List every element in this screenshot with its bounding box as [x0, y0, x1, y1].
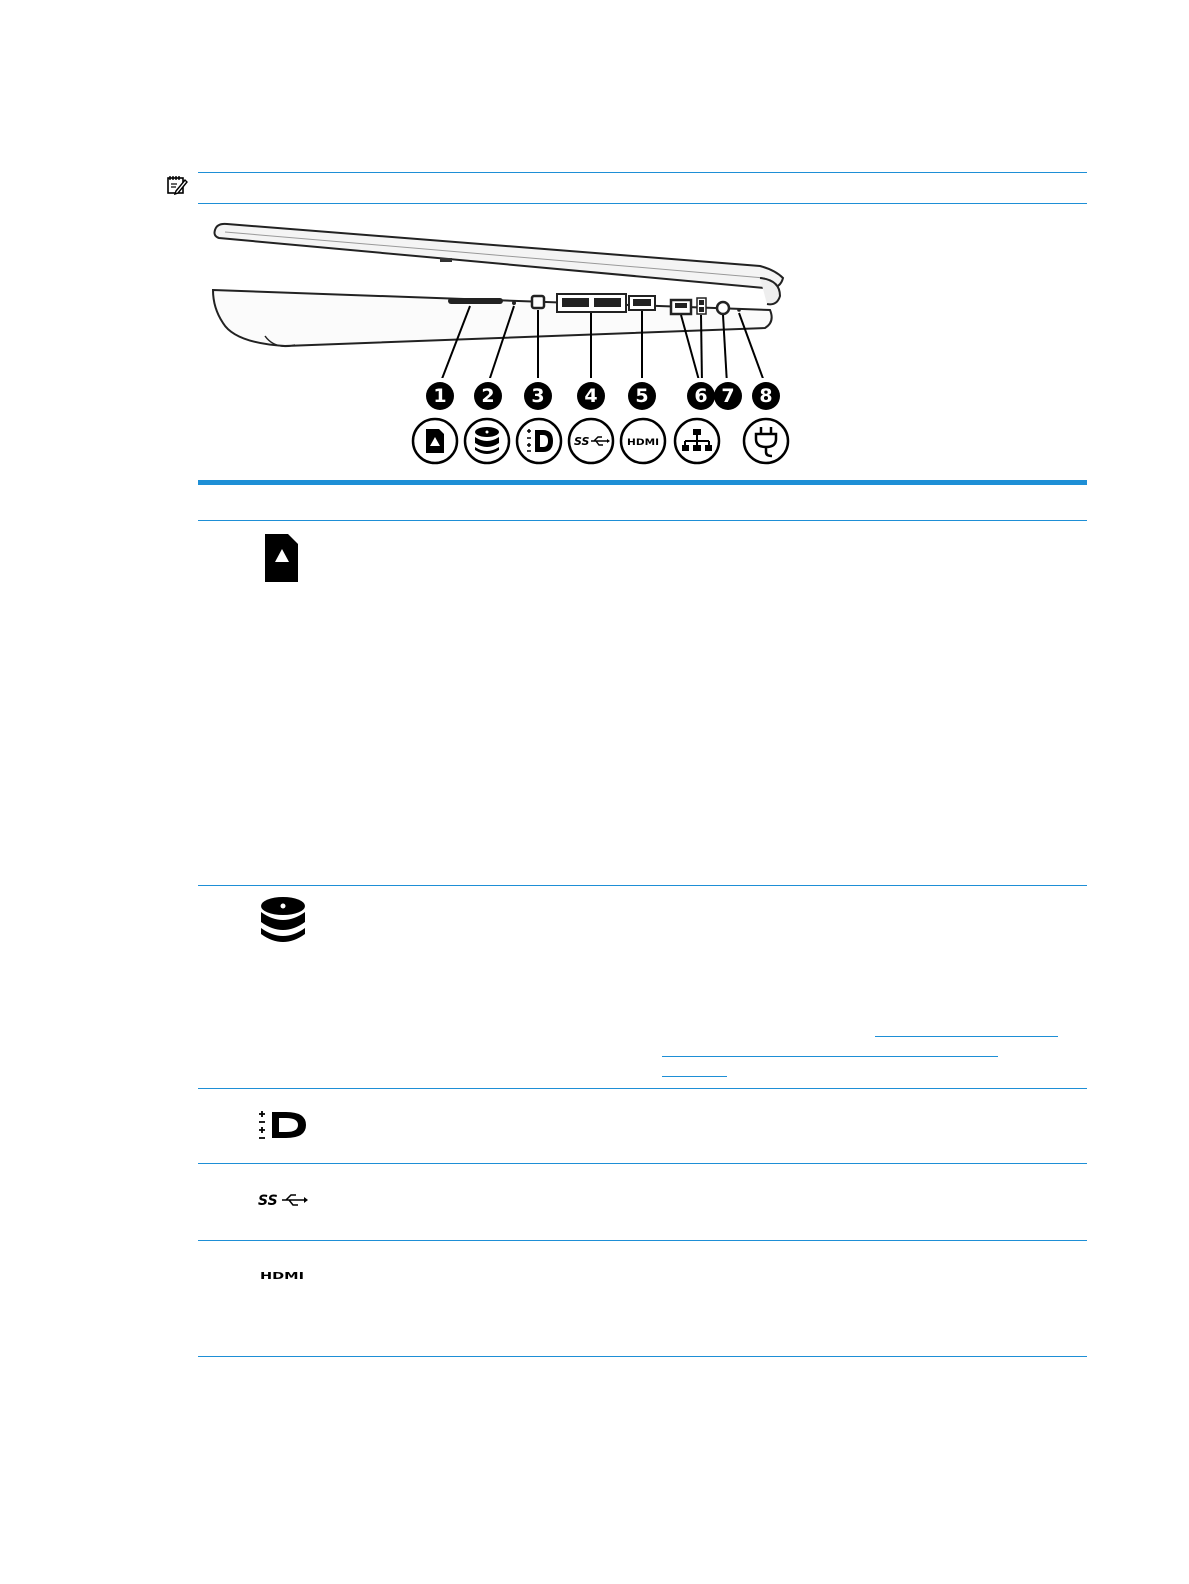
hdmi-icon	[619, 417, 667, 465]
usb-superspeed-icon	[258, 1193, 318, 1214]
table-row	[258, 896, 308, 946]
table-header-rule	[198, 480, 1087, 485]
drive-light-icon	[463, 417, 511, 465]
table-header-bottom-rule	[198, 520, 1087, 521]
svg-text:SS: SS	[574, 435, 590, 448]
table-row	[258, 1110, 310, 1140]
callout-2: 2	[474, 382, 502, 410]
table-row	[258, 1268, 308, 1282]
laptop-side-illustration	[205, 218, 795, 378]
row-4-rule	[198, 1240, 1087, 1241]
hdmi-label: HDMI	[260, 1271, 304, 1282]
row-3-rule	[198, 1163, 1087, 1164]
memory-card-icon	[411, 417, 459, 465]
usb-superspeed-icon	[567, 417, 615, 465]
memory-card-icon	[258, 571, 308, 588]
displayport-icon	[258, 1127, 310, 1144]
note-icon	[166, 174, 188, 196]
drive-light-icon	[258, 933, 308, 950]
displayport-icon	[515, 417, 563, 465]
callout-5: 5	[628, 382, 656, 410]
row-5-rule	[198, 1356, 1087, 1357]
callout-8: 8	[752, 382, 780, 410]
power-connector-icon	[742, 417, 790, 465]
callout-6: 6	[687, 382, 715, 410]
network-jack-icon	[673, 417, 721, 465]
link-underline[interactable]	[662, 1076, 727, 1077]
svg-text:HDMI: HDMI	[627, 438, 659, 448]
note-bottom-rule	[198, 203, 1087, 204]
table-row	[258, 1190, 318, 1210]
link-underline[interactable]	[662, 1056, 998, 1057]
callout-7: 7	[714, 382, 742, 410]
callout-4: 4	[577, 382, 605, 410]
hdmi-icon	[258, 1269, 308, 1286]
callout-3: 3	[524, 382, 552, 410]
callout-1: 1	[426, 382, 454, 410]
link-underline[interactable]	[875, 1036, 1058, 1037]
row-1-rule	[198, 885, 1087, 886]
table-row	[258, 532, 308, 584]
row-2-rule	[198, 1088, 1087, 1089]
usb-ss-label: SS	[258, 1193, 278, 1209]
callout-row	[0, 382, 1189, 410]
note-top-rule	[198, 172, 1087, 173]
